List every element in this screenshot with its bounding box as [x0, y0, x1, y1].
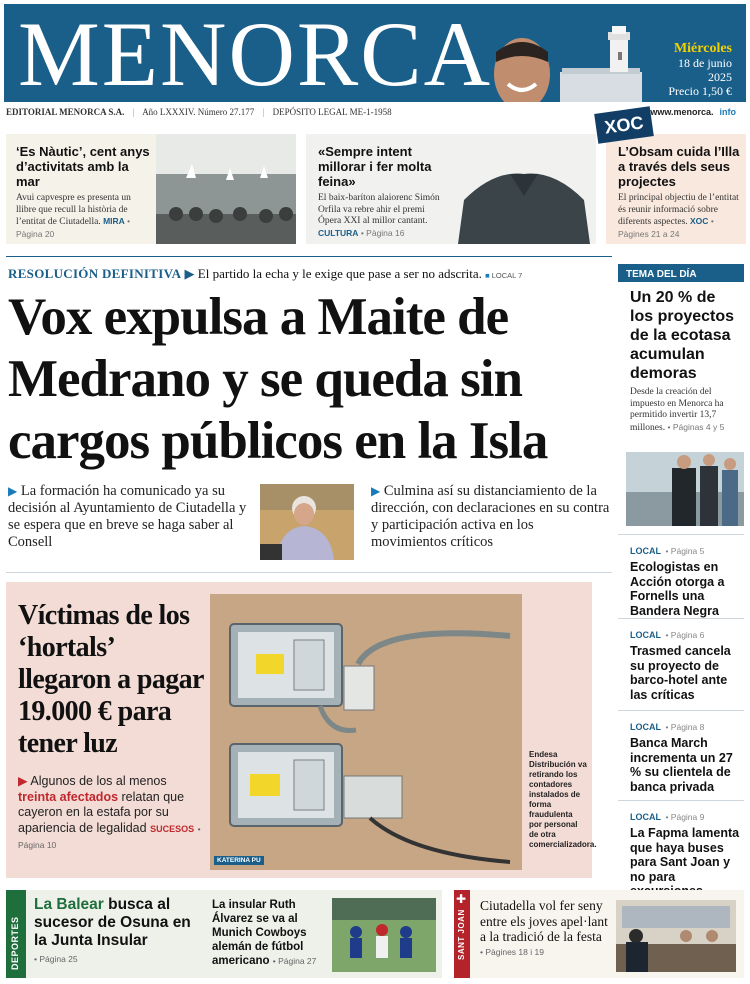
- sidebar-item[interactable]: LOCAL • Página 8 Banca March incrementa un 27 % su clientela de banca privada: [618, 710, 744, 800]
- triangle-right-icon: ▶: [18, 774, 28, 788]
- singer-photo: [454, 100, 594, 244]
- lead-kicker: [8, 266, 522, 282]
- divider: [6, 572, 612, 573]
- feature-story[interactable]: [6, 582, 597, 878]
- medrano-photo: [260, 484, 354, 560]
- promo-desc: El baix-baríton alaiorenc Simón Orfila va rebre ahir el premi Ópera XXI al millor cantant. CULTURA • Pàgina 16: [318, 193, 440, 238]
- sidebar-item[interactable]: LOCAL • Página 9 La Fapma lamenta que haya buses para Sant Joan y no para: [618, 800, 744, 880]
- triangle-right-icon: ▶: [371, 484, 381, 498]
- sidebar-item[interactable]: LOCAL • Página 5 Ecologistas en Acción otorga a Fornells una Bandera Negra: [618, 534, 744, 618]
- kicker-text: El partido la echa y le exige que pase a ser no adscrita.: [197, 266, 482, 281]
- ruth-story[interactable]: La insular Ruth Álvarez se va al Munich Cowboys alemán de fútbol americano • Página 27: [212, 899, 317, 967]
- balear-story[interactable]: La Balear busca al sucesor de Osuna en la Junta Insular • Página 25: [34, 896, 191, 964]
- officials-photo: [626, 452, 744, 526]
- info-row: EDITORIAL MENORCA S.A. | Año LXXXIV. Número 27.177 | DEPÓSITO LEGAL ME-1-1958 www.menorca. info: [6, 107, 746, 123]
- sidebar-item-title: Trasmed cancela su proyecto de barco-hotel ante las críticas: [630, 644, 731, 702]
- kicker-label: RESOLUCIÓN DEFINITIVA: [8, 266, 182, 281]
- feature-title[interactable]: Víctimas de los ‘hortals’ llegaron a pagar 19.000 € para tener luz: [18, 600, 204, 759]
- meeting-photo: [616, 900, 736, 972]
- portrait-photo: [444, 34, 604, 102]
- year-number: Año LXXXIV. Número 27.177: [142, 107, 255, 117]
- deportes-tab: DEPORTES: [6, 890, 26, 978]
- photo-caption: Endesa Distribución va retirando los contadores instalados de forma fraudulenta por personal de otra comercializadora.: [529, 750, 597, 849]
- tema-title[interactable]: Un 20 % de los proyectos de la ecotasa acumulan demoras: [630, 289, 735, 382]
- promo-desc: El principal objectiu de l’entitat és reunir informació sobre diferents aspectes. XOC • Pàgines 21 a 24: [618, 193, 739, 239]
- ciutadella-story[interactable]: Ciutadella vol fer seny entre els joves apel·lant a la tradició de la festa • Pàgines 18 i 19: [480, 898, 608, 957]
- tema-label: TEMA DEL DÍA: [618, 267, 744, 282]
- issue-day: Miércoles: [673, 41, 732, 56]
- divider: [6, 256, 612, 257]
- feature-text: ▶ Algunos de los al menos treinta afectados relatan que cayeron en la estafa por su apariencia de legalidad SUCESOS • Página 10: [18, 774, 201, 850]
- tema-del-dia[interactable]: [618, 264, 744, 448]
- sidebar-item[interactable]: LOCAL • Página 6 Trasmed cancela su proyecto de barco-hotel ante las críticas: [618, 618, 744, 710]
- sea-photo: [156, 134, 296, 244]
- lead-bullet-right: ▶ Culmina así su distanciamiento de la dirección, con declaraciones en su contra y participación activa en los movimientos críticos: [371, 483, 610, 550]
- promo-title: L’Obsam cuida l’Illa a través dels seus projectes: [618, 144, 740, 189]
- masthead: [4, 4, 746, 102]
- arrow-right-icon: ▶: [184, 266, 195, 281]
- issue-date: 18 de junio: [678, 56, 732, 70]
- sidebar-item-title: Ecologistas en Acción otorga a Fornells una Bandera Negra: [630, 560, 725, 618]
- lead-bullet-left: ▶ La formación ha comunicado ya su decisión al Ayuntamiento de Ciutadella y se espera que en breve se haga saber al Consell: [8, 483, 247, 550]
- electric-meters-photo: [210, 594, 522, 870]
- tema-desc: Desde la creación del impuesto en Menorca ha permitido invertir 13,7 millones. • Páginas 4 y 5: [630, 387, 725, 433]
- page-ref: ■ LOCAL 7: [485, 271, 523, 280]
- newspaper-logo[interactable]: MENORCA: [18, 4, 493, 102]
- promo-nautic[interactable]: [6, 134, 296, 244]
- sidebar-item-title: Banca March incrementa un 27 % su clientela de banca privada: [630, 736, 733, 794]
- lead-headline[interactable]: Vox expulsa a Maite de Medrano y se queda sin cargos públicos en la Isla: [8, 288, 548, 470]
- promo-title: ‘Es Nàutic’, cent anys d’activitats amb la mar: [16, 144, 150, 189]
- sidebar-item-title: La Fapma lamenta que haya buses para Sant Joan y no para: [630, 826, 740, 884]
- issue-price: Precio 1,50 €: [668, 84, 732, 98]
- santjoan-tab: ✚ SANT JOAN: [454, 890, 470, 978]
- publisher: EDITORIAL MENORCA S.A.: [6, 107, 125, 117]
- legal-deposit: DEPÓSITO LEGAL ME-1-1958: [272, 107, 392, 117]
- issue-year: 2025: [708, 70, 732, 84]
- promo-title: «Sempre intent millorar i fer molta feina»: [318, 144, 432, 189]
- promo-desc: Avui capvespre es presenta un llibre que recull la història de l’entitat de Ciutadella. MIRA • Pàgina 20: [16, 193, 131, 239]
- photo-credit: KATERINA PU: [214, 856, 264, 865]
- date-box: [668, 42, 732, 98]
- cross-icon: ✚: [456, 892, 467, 906]
- xoc-badge: XOC: [594, 106, 654, 144]
- triangle-right-icon: ▶: [8, 484, 18, 498]
- football-photo: [332, 898, 436, 972]
- website-link[interactable]: www.menorca. info: [650, 107, 736, 117]
